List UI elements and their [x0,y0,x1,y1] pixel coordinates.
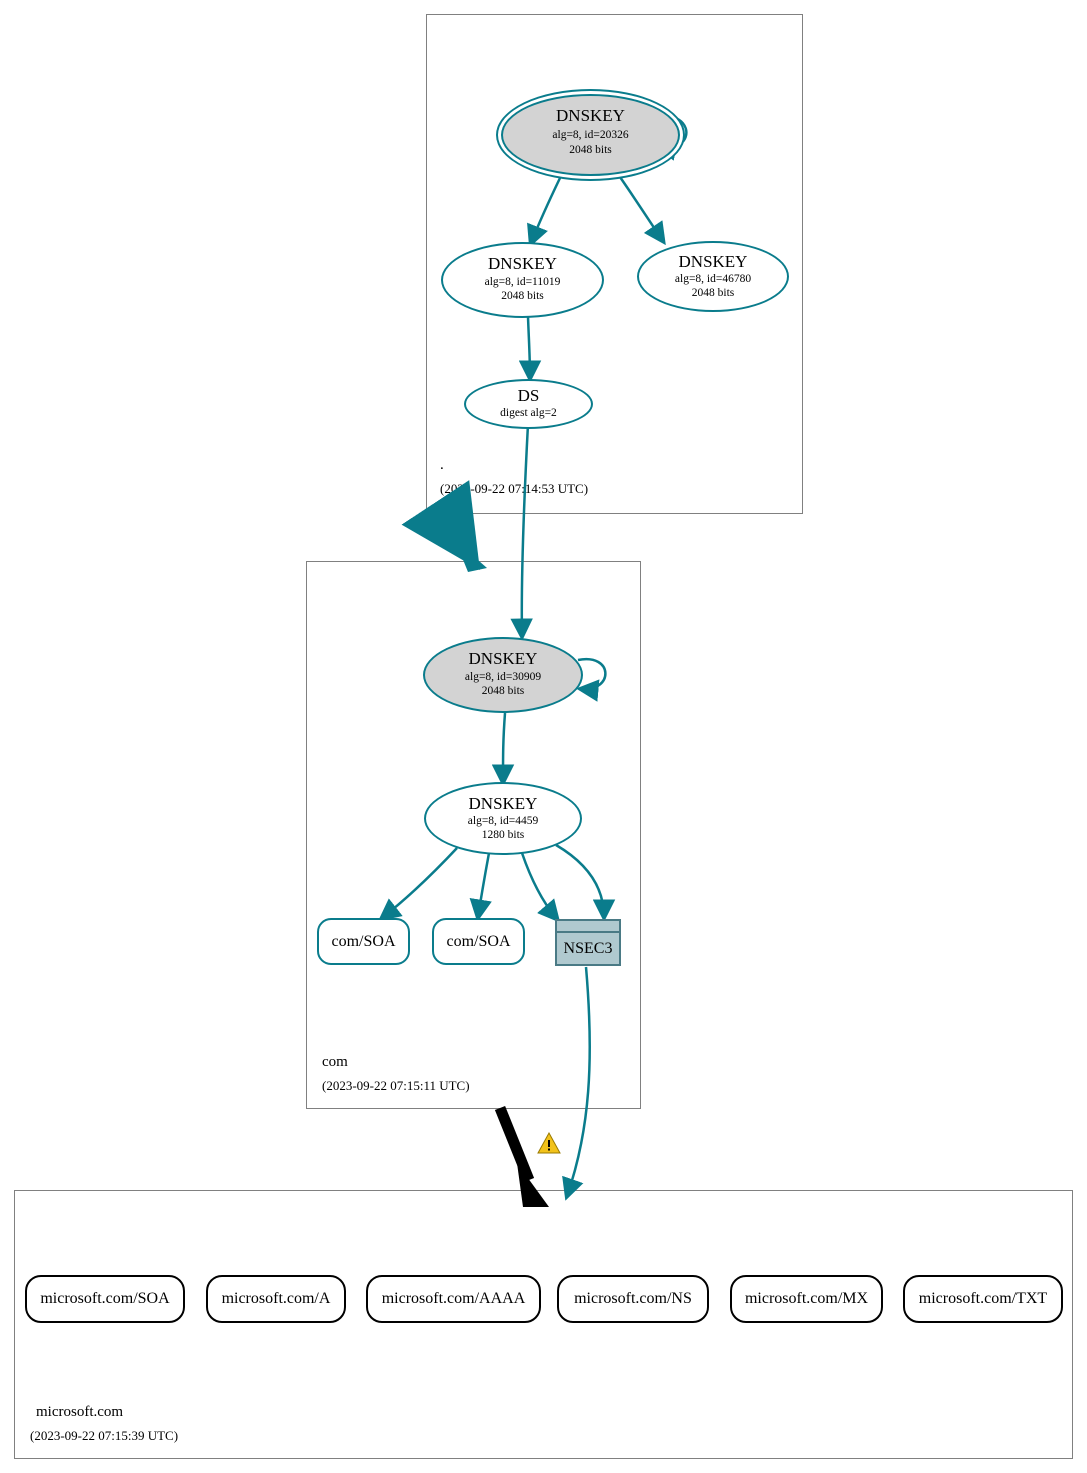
node-nsec3-header [555,919,621,931]
node-dnskey-4459[interactable] [424,782,582,855]
node-dnskey-46780-type: DNSKEY [678,252,748,271]
node-dnskey-20326-bits: 2048 bits [569,144,612,156]
node-dnskey-11019-alg: alg=8, id=11019 [484,276,561,288]
node-dnskey-11019[interactable] [441,242,604,318]
zone-timestamp-root: (2023-09-22 07:14:53 UTC) [440,481,589,496]
node-microsoft-com-ns[interactable]: microsoft.com/NS [557,1275,709,1323]
node-ds-digest: digest alg=2 [500,407,557,419]
node-ds-com[interactable] [464,379,593,429]
node-dnskey-30909-alg: alg=8, id=30909 [464,671,542,683]
zone-label-microsoft-com: microsoft.com [36,1404,124,1420]
node-dnskey-20326[interactable] [501,94,680,176]
node-ds-type: DS [517,386,540,405]
node-microsoft-com-txt[interactable]: microsoft.com/TXT [903,1275,1063,1323]
node-dnskey-30909-bits: 2048 bits [481,685,525,697]
node-com-soa-2[interactable]: com/SOA [432,918,525,965]
node-microsoft-com-mx[interactable]: microsoft.com/MX [730,1275,883,1323]
node-microsoft-com-soa[interactable]: microsoft.com/SOA [25,1275,185,1323]
node-dnskey-4459-type: DNSKEY [468,794,538,813]
node-dnskey-11019-bits: 2048 bits [501,290,544,302]
node-dnskey-4459-bits: 1280 bits [481,829,525,841]
node-dnskey-30909[interactable] [423,637,583,713]
zone-timestamp-com: (2023-09-22 07:15:11 UTC) [322,1078,470,1093]
node-dnskey-20326-type: DNSKEY [556,106,625,125]
node-dnskey-46780[interactable] [637,241,789,312]
warning-icon [537,1132,561,1154]
node-dnskey-11019-type: DNSKEY [488,254,557,273]
node-dnskey-46780-bits: 2048 bits [691,287,735,299]
node-nsec3[interactable]: NSEC3 [555,931,621,966]
zone-label-root: . [440,457,444,473]
node-microsoft-com-a[interactable]: microsoft.com/A [206,1275,346,1323]
node-dnskey-46780-alg: alg=8, id=46780 [674,273,752,285]
zone-label-com: com [322,1054,348,1070]
zone-box-microsoft-com [14,1190,1073,1459]
node-com-soa-1[interactable]: com/SOA [317,918,410,965]
node-dnskey-20326-alg: alg=8, id=20326 [552,129,629,141]
zone-timestamp-microsoft-com: (2023-09-22 07:15:39 UTC) [30,1428,179,1443]
node-dnskey-4459-alg: alg=8, id=4459 [467,815,539,827]
node-dnskey-30909-type: DNSKEY [468,649,538,668]
node-microsoft-com-aaaa[interactable]: microsoft.com/AAAA [366,1275,541,1323]
